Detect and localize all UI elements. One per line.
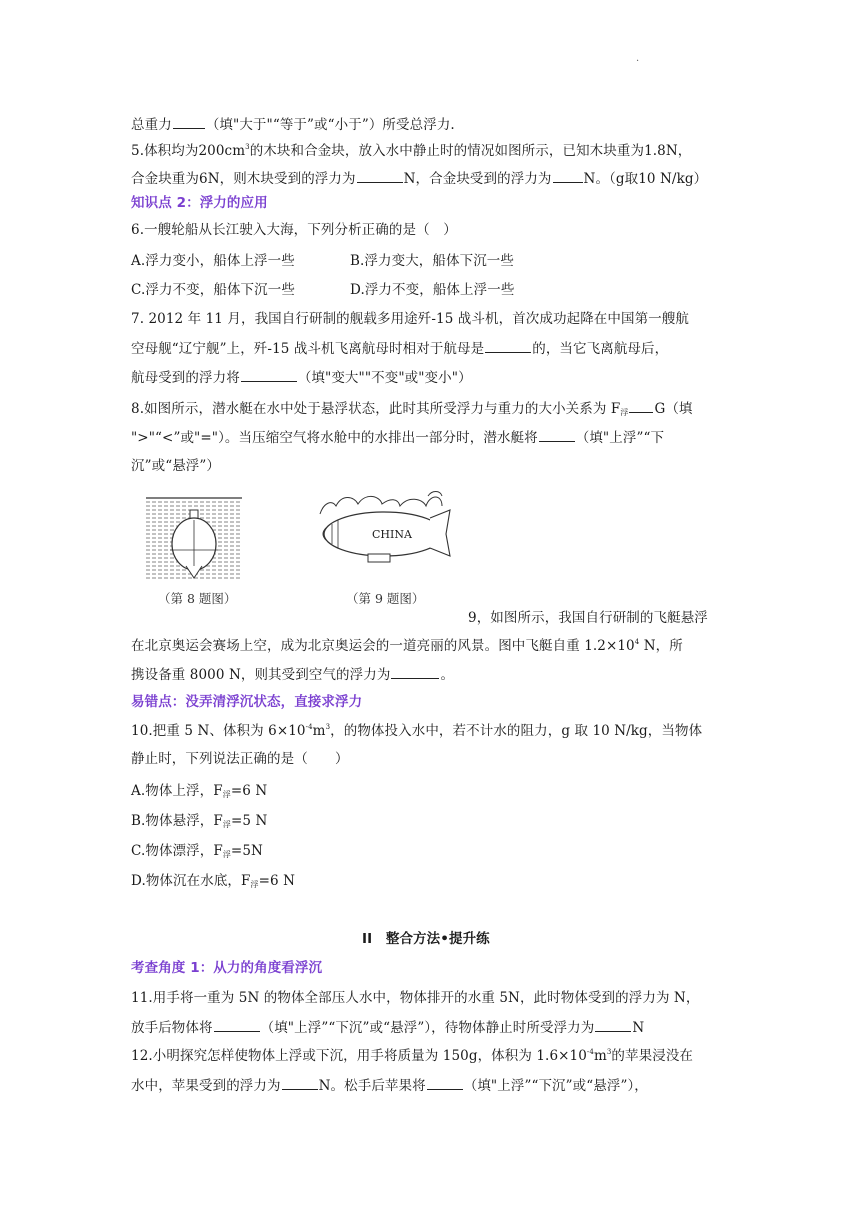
q7-line-3: 航母受到的浮力将 （填"变大""不变"或"变小"） [131, 367, 472, 388]
q5-line-1: 5.体积均为$200cm^3$的木块和合金块，放入水中静止时的情况如图所示，已知木块重为1.8N， [131, 143, 692, 159]
page-mark: · [636, 56, 640, 67]
q9-line-3: 携设备重 8000 N，则其受到空气的浮力为 。 [131, 664, 454, 685]
answer-blank[interactable] [629, 398, 653, 413]
q10-option-b: B.物体悬浮，$F_浮=5$ N [131, 813, 268, 829]
q12-line-2: 水中，苹果受到的浮力为 N。松手后苹果将 （填"上浮”“下沉”或“悬浮”）， [131, 1075, 648, 1096]
q11-line-2: 放手后物体将 （填"上浮”“下沉”或“悬浮”），待物体静止时所受浮力为 N [131, 1017, 644, 1038]
submarine-figure [146, 496, 242, 582]
answer-blank[interactable] [553, 168, 583, 183]
answer-blank[interactable] [173, 114, 205, 129]
answer-blank[interactable] [485, 338, 531, 353]
q6-option-b: B.浮力变大，船体下沉一些 [350, 253, 515, 269]
answer-blank[interactable] [241, 367, 297, 382]
answer-blank[interactable] [391, 664, 439, 679]
answer-blank[interactable] [427, 1075, 463, 1090]
q6-stem: 6.一艘轮船从长江驶入大海，下列分析正确的是（ ） [131, 222, 457, 238]
knowledge-point-2: 知识点 2：浮力的应用 [131, 195, 268, 211]
q12-line-1: 12.小明探究怎样使物体上浮或下沉，用手将质量为 150g，体积为 $1.6\times 10^{-4}m^3$的苹果浸没在 [131, 1048, 694, 1064]
airship-icon [323, 510, 450, 562]
q10-option-a: A.物体上浮，$F_浮=6$ N [131, 783, 268, 799]
error-point-heading: 易错点：没弄清浮沉状态，直接求浮力 [131, 694, 363, 710]
q6-option-c: C.浮力不变，船体下沉一些 [131, 282, 295, 298]
q9-line-1: 9，如图所示，我国自行研制的飞艇悬浮 [468, 610, 708, 626]
figure-8-caption: （第 8 题图） [158, 591, 237, 606]
answer-blank[interactable] [595, 1017, 631, 1032]
q11-line-1: 11.用手将一重为 5N 的物体全部压人水中，物体排开的水重 5N，此时物体受到的浮力为 N， [131, 990, 700, 1006]
answer-blank[interactable] [214, 1017, 260, 1032]
q8-line-2: ">"“<”或"="）。当压缩空气将水舱中的水排出一部分时，潜水艇将 （填"上浮”“下 [131, 427, 664, 448]
q5-line-2: 合金块重为6N，则木块受到的浮力为 N，合金块受到的浮力为 N。（g取10 N/kg） [131, 168, 707, 189]
answer-blank[interactable] [539, 427, 575, 442]
q7-line-1: 7. 2012 年 11 月，我国自行研制的舰载多用途歼-15 战斗机，首次成功起降在中国第一艘航 [131, 311, 690, 327]
q8-line-1: 8.如图所示，潜水艇在水中处于悬浮状态，此时其所受浮力与重力的大小关系为 $F_浮$ G（填 [131, 398, 693, 423]
q10-line-2: 静止时，下列说法正确的是（ ） [131, 751, 349, 767]
angle-1-heading: 考查角度 1：从力的角度看浮沉 [131, 960, 323, 976]
q6-option-a: A.浮力变小，船体上浮一些 [131, 253, 295, 269]
figure-9-caption: （第 9 题图） [346, 591, 425, 606]
q10-option-c: C.物体漂浮，$F_浮=5N$ [131, 843, 263, 859]
q10-option-d: D.物体沉在水底，$F_浮=6$ N [131, 873, 296, 889]
q10-line-1: 10.把重 5 N、体积为 $6\times 10^{-4}m^3$，的物体投入水中，若不计水的阻力，g 取 10 N/kg，当物体 [131, 723, 703, 739]
q6-option-d: D.浮力不变，船体上浮一些 [350, 282, 515, 298]
q7-line-2: 空母舰“辽宁舰”上，歼-15 战斗机飞离航母时相对于航母是 的，当它飞离航母后， [131, 338, 668, 359]
q8-line-3: 沉”或“悬浮”） [131, 458, 221, 474]
q9-line-2: 在北京奥运会赛场上空，成为北京奥运会的一道亮丽的风景。图中飞艇自重 $1.2\times 10^4$ N，所 [131, 638, 683, 654]
answer-blank[interactable] [357, 168, 403, 183]
section-2-title: II 整合方法•提升练 [362, 931, 490, 947]
q4-tail-line: 总重力 （填"大于"“等于”或“小于”）所受总浮力. [131, 114, 455, 135]
svg-text:CHINA: CHINA [372, 528, 412, 541]
answer-blank[interactable] [282, 1075, 318, 1090]
airship-figure [318, 484, 456, 584]
